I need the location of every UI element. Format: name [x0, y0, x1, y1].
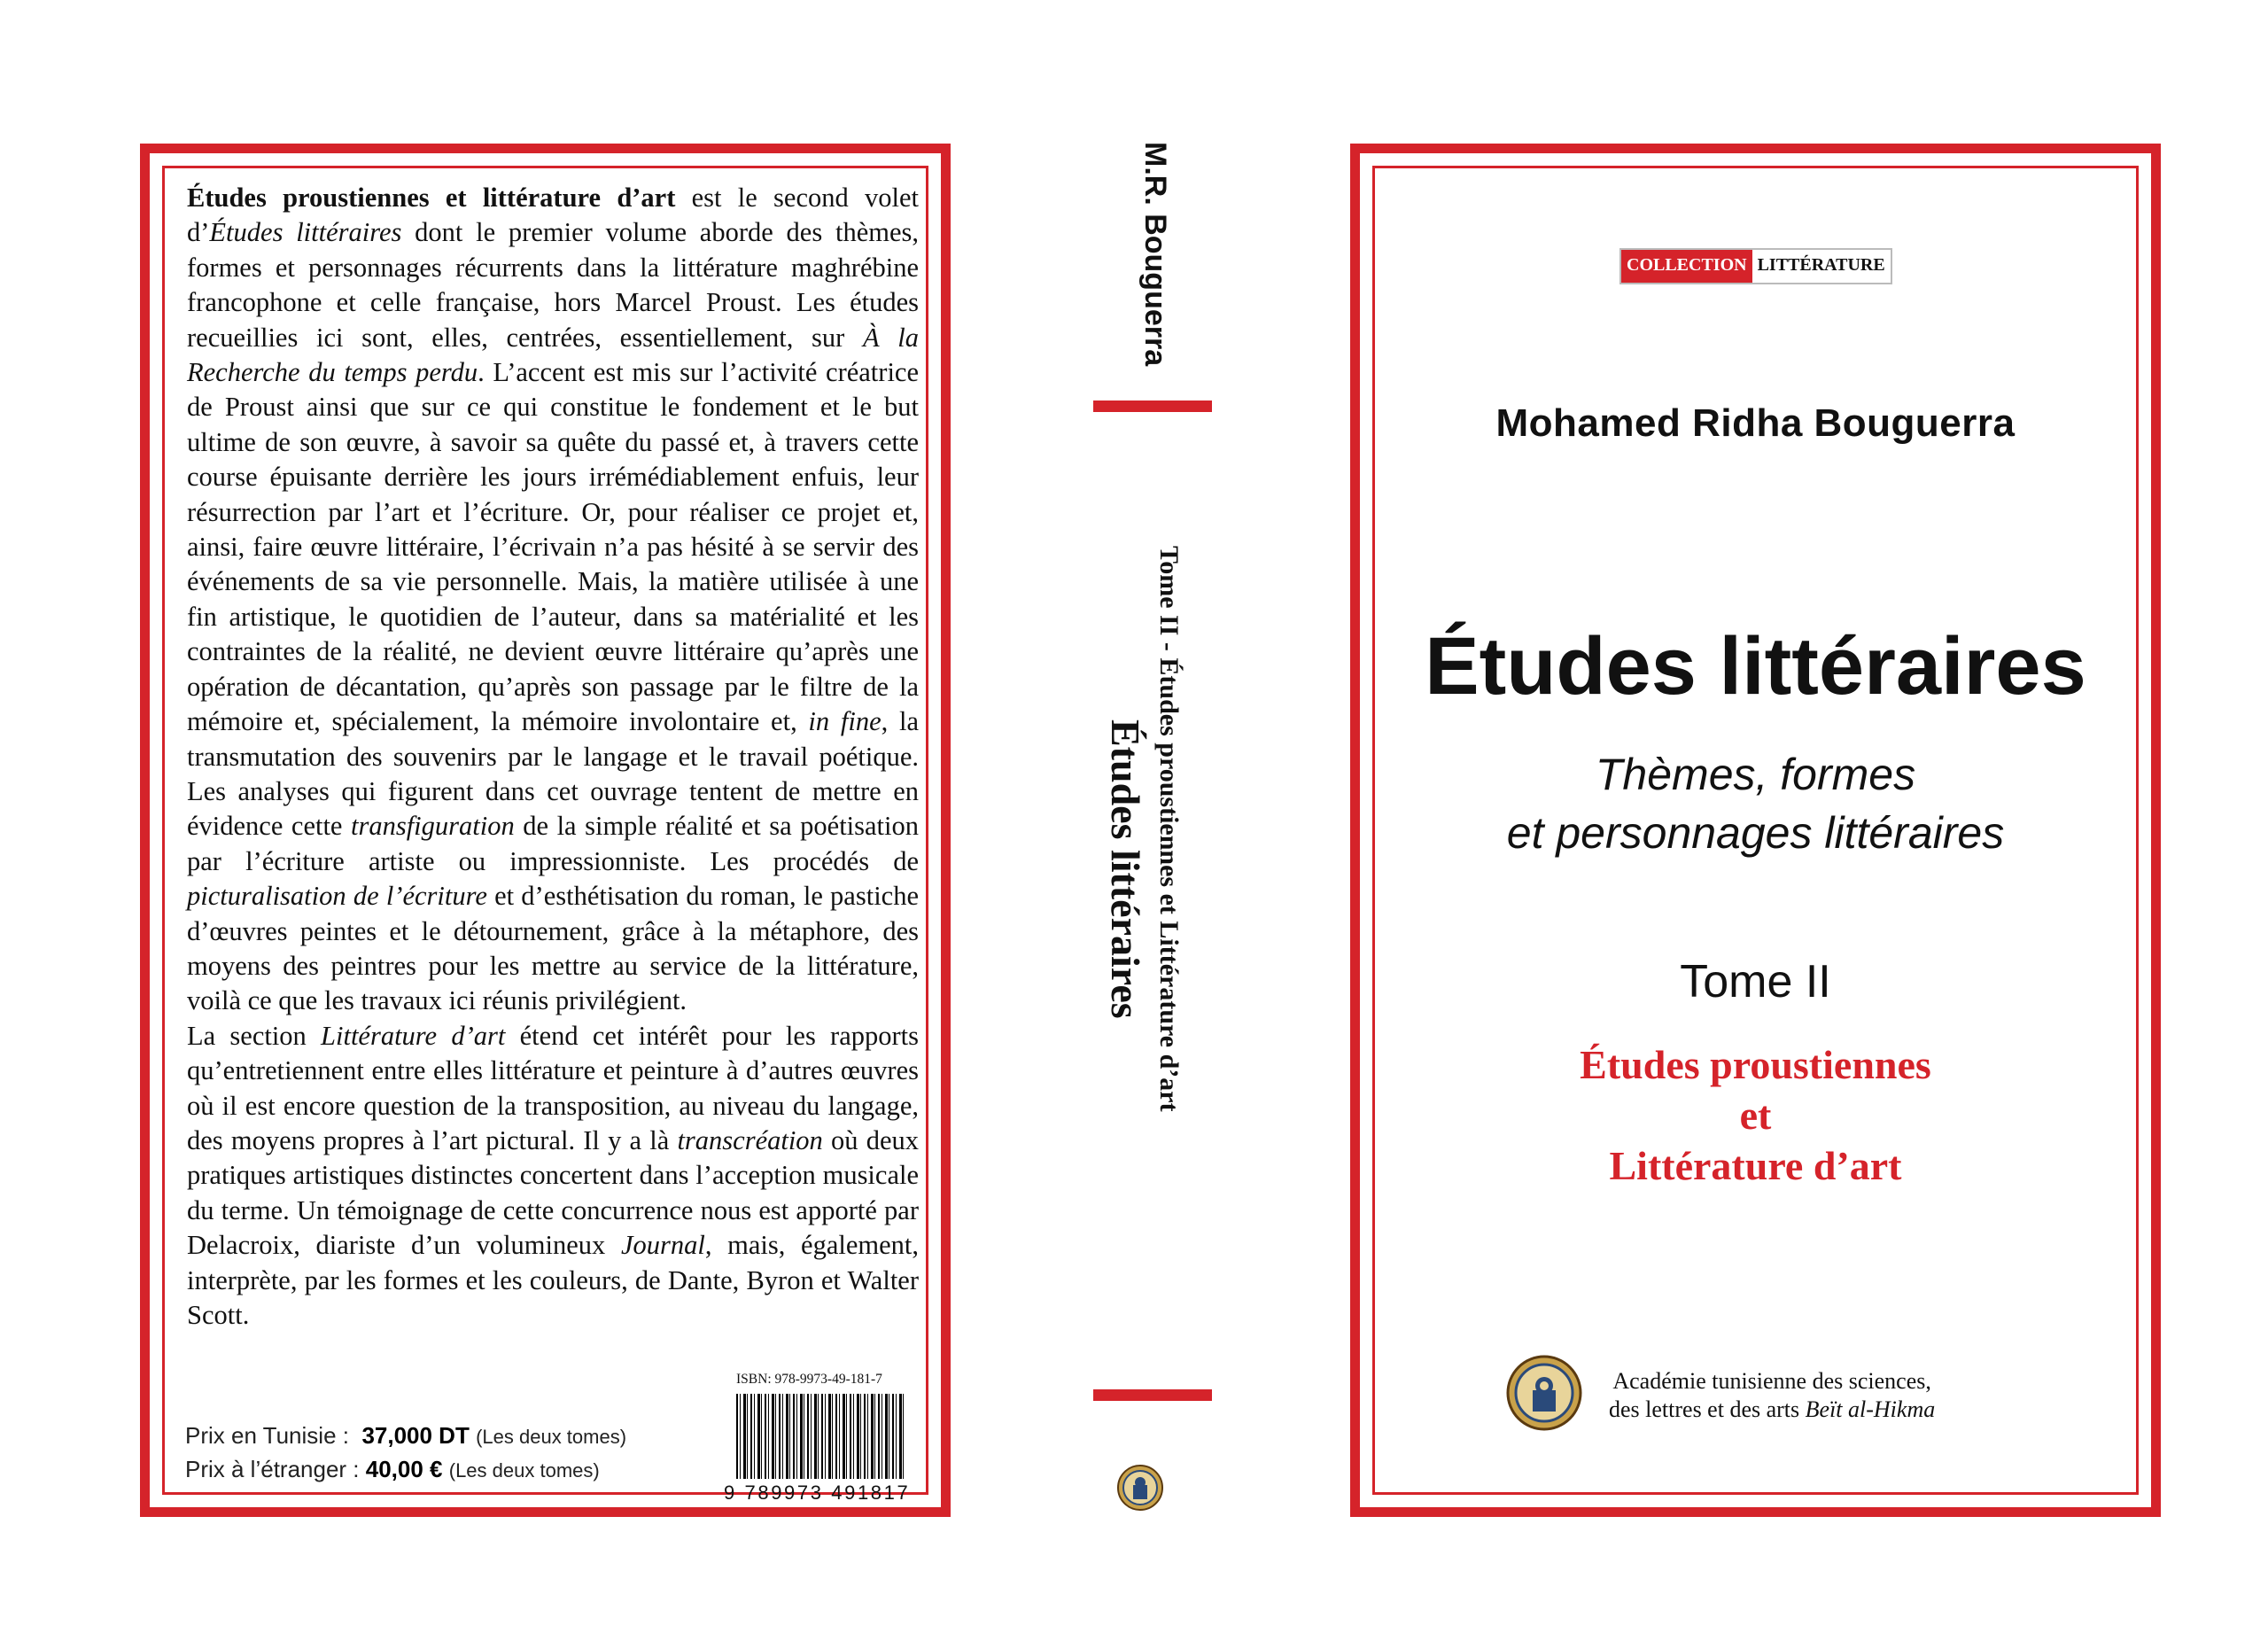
- price-tunisia-label: Prix en Tunisie :: [185, 1422, 349, 1449]
- blurb-p1-segment: À la Recherche du temps perdu: [187, 322, 919, 388]
- spine-subtitle: Tome II - Études proustiennes et Littérature d’art: [1154, 546, 1184, 1112]
- isbn-block: [724, 1372, 911, 1505]
- collection-label: COLLECTION: [1621, 250, 1752, 283]
- blurb-p2-segment: , mais, également, interprète, par les formes et les couleurs, de Dante, Byron et Walter Scott.: [187, 1230, 919, 1330]
- front-volume-title: [1360, 1039, 2151, 1191]
- blurb-p1-segment: Études proustiennes et littérature d’art: [187, 183, 676, 213]
- blurb-p2-segment: où deux pratiques artistiques distinctes concertent dans l’acception musicale du terme. Un témoignage de cette concurrence nous est apporté par Delacroix, diariste d’un volumineux: [187, 1124, 919, 1261]
- price-tunisia: [185, 1422, 626, 1450]
- blurb-p1-segment: et d’esthétisation du roman, le pastiche d’œuvres peintes et le détournement, grâce à la métaphore, des moyens des peintres pour les mettre au service de la littérature, voilà ce que les travaux ici réunis privilégient.: [187, 881, 919, 1016]
- blurb-p1-segment: Études littéraires: [209, 217, 402, 248]
- blurb-p1-segment: transfiguration: [351, 811, 515, 842]
- spine-divider-top: [1093, 401, 1212, 412]
- spine-divider-bottom: [1093, 1389, 1212, 1401]
- blurb-paragraph-2: [187, 1019, 919, 1334]
- publisher-name: [1609, 1367, 1935, 1424]
- spine-logo-icon: [1116, 1460, 1164, 1520]
- blurb-p1-segment: . L’accent est mis sur l’activité créatrice de Proust ainsi que sur ce qui constitue le fondement et le but ultime de son œuvre, à savoir sa quête du passé et, à travers cette course épuisante derrière les jours irrémédiablement enfuis, leur résurrection par l’art et l’écriture. Or, pour réaliser ce projet et, ainsi, faire œuvre littéraire, l’écrivain n’a pas hésité à se servir des événements de sa vie personnelle. Mais, la matière utilisée à une fin artistique, le quotidien de l’auteur, dans sa matérialité et les contraintes de la réalité, ne devient œuvre littéraire qu’après une opération de décantation, qu’après son passage par le filtre de la mémoire et, spécialement, la mémoire involontaire et,: [187, 357, 919, 737]
- blurb-p1-segment: picturalisation de l’écriture: [187, 881, 487, 912]
- barcode-number: 9 789973 491817: [724, 1482, 911, 1504]
- collection-name: LITTÉRATURE: [1752, 250, 1891, 283]
- blurb-p1-segment: est le second volet d’: [187, 183, 919, 248]
- front-author: Mohamed Ridha Bouguerra: [1495, 401, 2016, 445]
- publisher-line-1: Académie tunisienne des sciences,: [1612, 1367, 1931, 1394]
- price-abroad: [185, 1456, 600, 1483]
- collection-badge: [1619, 248, 1892, 284]
- front-subtitle-line-2: et personnages littéraires: [1506, 808, 2005, 858]
- publisher: [1506, 1355, 1935, 1435]
- front-title: Études littéraires: [1425, 621, 2086, 712]
- blurb-p1-segment: , la transmutation des souvenirs par le langage et le travail poétique. Les analyses qui figurent dans cet ouvrage tentent de mettre en évidence cette: [187, 706, 919, 842]
- price-tunisia-note: (Les deux tomes): [476, 1426, 627, 1448]
- front-subtitle: [1360, 745, 2151, 862]
- front-tome: Tome II: [1680, 956, 1831, 1007]
- blurb-p1-segment: de la simple réalité et sa poétisation par l’écriture artiste ou impressionniste. Les procédés de: [187, 811, 920, 876]
- volume-title-line-2: et: [1739, 1093, 1772, 1138]
- front-subtitle-line-1: Thèmes, formes: [1595, 750, 1916, 799]
- price-abroad-note: (Les deux tomes): [448, 1459, 600, 1482]
- publisher-italic-name: Beït al-Hikma: [1805, 1396, 1936, 1422]
- spine-title: Études littéraires: [1103, 719, 1148, 1019]
- spine-author: M.R. Bouguerra: [1138, 142, 1172, 367]
- isbn-label: ISBN: 978-9973-49-181-7: [736, 1372, 882, 1387]
- price-tunisia-value: 37,000 DT: [361, 1422, 470, 1449]
- volume-title-line-3: Littérature d’art: [1609, 1143, 1902, 1188]
- blurb-p1-segment: dont le premier volume aborde des thèmes, formes et personnages récurrents dans la littérature maghrébine francophone et celle française, hors Marcel Proust. Les études recueillies ici sont, elles, centrées, essentiellement, sur: [187, 217, 919, 353]
- back-cover: [140, 144, 951, 1517]
- price-abroad-value: 40,00 €: [365, 1456, 443, 1482]
- back-cover-blurb: [187, 181, 919, 1333]
- blurb-p2-segment: étend cet intérêt pour les rapports qu’entretiennent entre elles littérature et peinture à d’autres œuvres où il est encore question de la transposition, au niveau du langage, des moyens propres à l’art pictural. Il y a là: [187, 1020, 919, 1155]
- front-cover: [1350, 144, 2161, 1517]
- publisher-line-2: des lettres et des arts Beït al-Hikma: [1609, 1396, 1936, 1422]
- blurb-p2-segment: transcréation: [677, 1124, 823, 1155]
- blurb-p2-segment: Littérature d’art: [321, 1020, 506, 1051]
- blurb-paragraph-1: [187, 181, 919, 1019]
- volume-title-line-1: Études proustiennes: [1580, 1042, 1931, 1087]
- blurb-p2-segment: La section: [187, 1020, 322, 1051]
- blurb-p1-segment: in fine: [808, 706, 882, 737]
- publisher-logo-icon: [1506, 1355, 1582, 1435]
- price-abroad-label: Prix à l’étranger :: [185, 1456, 360, 1482]
- barcode-icon: [736, 1394, 905, 1479]
- blurb-p2-segment: Journal: [620, 1230, 705, 1261]
